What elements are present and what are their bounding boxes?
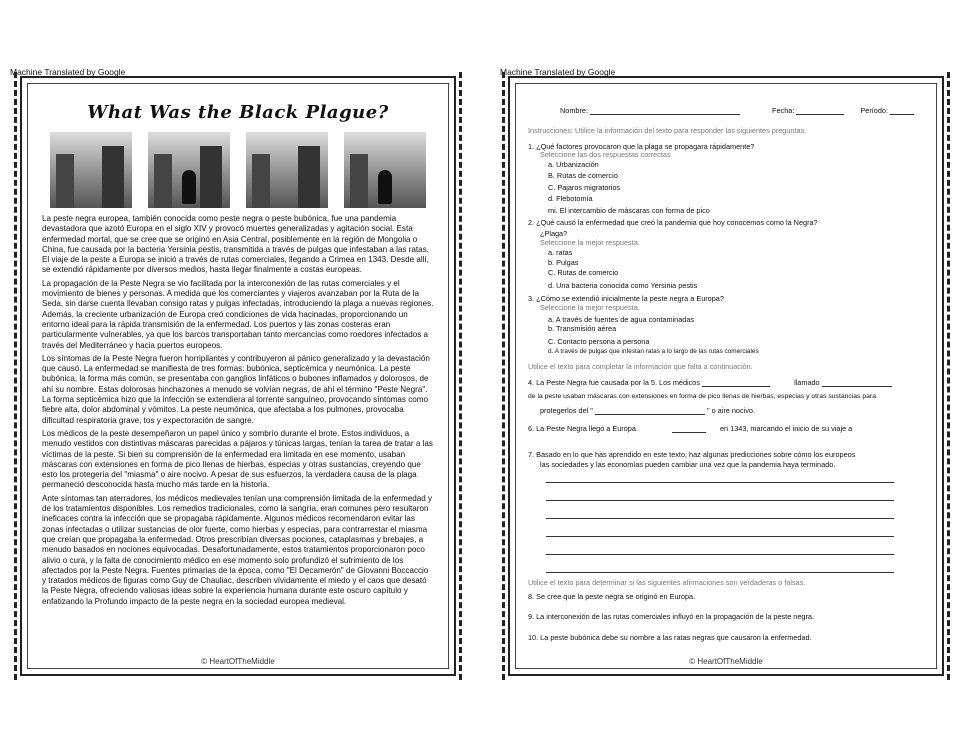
- hint: Seleccione la mejor respuesta.: [540, 238, 640, 247]
- watermark: Machine Translated by Google: [500, 67, 616, 77]
- question-1: 1. ¿Qué factores provocaron que la plaga se propagara rápidamente?: [528, 142, 755, 151]
- footer-credit: © HeartOfTheMiddle: [201, 657, 275, 666]
- footer-credit: © HeartOfTheMiddle: [689, 657, 763, 666]
- paragraph: Los síntomas de la Peste Negra fueron horripilantes y contribuyeron al pánico generalizado y la devastación que causó. La enfermedad se manifiesta de tres formas: bubónica, septicémica y neumónica. La peste bubónica, la forma más común, se presentaba con ganglios linfáticos o bubones inflamados y dolorosos, de ahí su nombre. Estas dolorosas hinchazones a menudo se volvían negras, de ahí el término "Peste Negra". La forma septicémica hizo que la infección se extendiera al torrente sanguíneo, provocando síntomas como fiebre alta, dolor abdominal y vómitos. La peste neumónica, que afectaba a los pulmones, provocaba dificultad respiratoria grave, tos y expectoración de sangre.: [42, 353, 430, 425]
- watermark: Machine Translated by Google: [10, 67, 126, 77]
- question-2: 2. ¿Qué causó la enfermedad que creó la pandemia que hoy conocemos como la Negra?: [528, 218, 818, 227]
- question-6-text: en 1343, marcando el inicio de su viaje a: [720, 424, 853, 433]
- question-3: 3. ¿Cómo se extendió inicialmente la peste negra a Europa?: [528, 294, 724, 303]
- question-5-cont: de la peste usaban máscaras con extensiones en forma de pico llenas de hierbas, especias y otras sustancias para: [528, 393, 876, 400]
- name-label: Nombre:: [560, 106, 588, 115]
- plague-doctor-crows-image: [344, 132, 426, 208]
- answer-blank[interactable]: [595, 414, 705, 415]
- worksheet-page: [508, 76, 944, 676]
- option[interactable]: b. Transmisión aérea: [548, 324, 617, 333]
- question-6-text: 6. La Peste Negra llegó a Europa.: [528, 424, 638, 433]
- question-7: 7. Basado en lo que has aprendido en este texto, haz algunas predicciones sobre cómo los europeos: [528, 450, 856, 459]
- hint: Seleccione las dos respuestas correctas: [540, 150, 671, 159]
- option[interactable]: a. ratas: [548, 248, 573, 257]
- answer-blank[interactable]: [702, 386, 770, 387]
- writing-line[interactable]: [546, 554, 894, 555]
- instructions: Utilice el texto para completar la información que falta a continuación.: [528, 362, 753, 371]
- date-label: Fecha:: [772, 106, 795, 115]
- writing-line[interactable]: [546, 518, 894, 519]
- option[interactable]: C. Contacto persona a persona: [548, 337, 650, 346]
- option[interactable]: d. A través de pulgas que infestan ratas a lo largo de las rutas comerciales: [548, 348, 759, 355]
- period-label: Período:: [860, 106, 889, 115]
- paragraph: La propagación de la Peste Negra se vio facilitada por la interconexión de las rutas comerciales y el movimiento de bienes y personas. A medida que los comerciantes y viajeros avanzaban por la Ruta de la Seda, sin darse cuenta llevaban consigo ratas y pulgas infectadas, introduciendo la plaga a nuevas regiones. Además, la creciente urbanización de Europa creó condiciones de vida hacinadas, proporcionando un entorno ideal para la rápida transmisión de la enfermedad. Los puertos y las zonas costeras eran particularmente vulnerables, ya que los barcos transportaban tanto mercancías como roedores infectados a través del Mediterráneo y hacia puertos europeos.: [42, 278, 434, 350]
- period-field[interactable]: [890, 114, 914, 115]
- answer-blank[interactable]: [672, 432, 706, 433]
- option[interactable]: mi. El intercambio de máscaras con forma de pico: [548, 206, 710, 215]
- question-5-end: [540, 406, 755, 415]
- paragraph: Ante síntomas tan aterradores, los médicos medievales tenían una comprensión limitada de la enfermedad y de los tratamientos disponibles. Los remedios tradicionales, como la sangría, eran comunes pero resultaron ineficaces contra la infección que se propagaba rápidamente. Algunos médicos recomendaron evitar las zonas infectadas o utilizar sustancias de olor fuerte, como hierbas y especias, para contrarrestar el miasma que creían que propagaba la enfermedad. Otros prescribían diversas pociones, cataplasmas y brebajes, a menudo basados en nociones equivocadas. Desafortunadamente, estos tratamientos proporcionaron poco alivio o cura, y la falta de conocimiento médico en ese momento solo profundizó el sufrimiento de los afectados por la Peste Negra. Fuentes primarias de la época, como "El Decamerón" de Giovanni Boccaccio y tratados médicos de figuras como Guy de Chauliac, describen vívidamente el miedo y el caos que desató la Peste Negra, ofreciendo valiosas ideas sobre la experiencia humana durante este oscuro capítulo y enfatizando la Profundo impacto de la peste negra en la sociedad europea medieval.: [42, 493, 433, 606]
- instructions: Utilice el texto para determinar si las siguientes afirmaciones son verdaderas o falsas.: [528, 578, 806, 587]
- option[interactable]: C. Rutas de comercio: [548, 268, 619, 277]
- question-4-text: 4. La Peste Negra fue causada por la 5. Los médicos: [528, 378, 700, 387]
- option[interactable]: a. A través de fuentes de agua contaminadas: [548, 315, 695, 324]
- writing-line[interactable]: [546, 482, 894, 483]
- option[interactable]: b. Pulgas: [548, 258, 579, 267]
- reading-page: [20, 76, 456, 676]
- question-6: [528, 424, 852, 433]
- header-row: [560, 106, 914, 115]
- question-9: 9. La interconexión de las rutas comerciales influyó en la propagación de la peste negra.: [528, 612, 814, 621]
- answer-blank[interactable]: [822, 386, 892, 387]
- question-5-text: llamado: [794, 378, 820, 387]
- option[interactable]: d. Flebotomía: [548, 194, 593, 203]
- question-2-cont: ¿Plaga?: [540, 229, 568, 238]
- page-title: What Was the Black Plague?: [87, 102, 389, 123]
- paragraph: Los médicos de la peste desempeñaron un papel único y sombrío durante el brote. Estos individuos, a menudo vestidos con distintivas máscaras parecidas a pájaros y túnicas largas, tenían la tarea de tratar a las víctimas de la peste. Si bien su comprensión de la enfermedad era limitada en ese momento, usaban máscaras con extensiones en forma de pico llenas de hierbas, especias y otras sustancias, creyendo que esto los protegería del "miasma" o aire nocivo. A pesar de sus esfuerzos, la verdadera causa de la plaga permaneció desconocida hasta mucho más tarde en la historia.: [42, 428, 433, 490]
- writing-line[interactable]: [546, 572, 894, 573]
- option[interactable]: a. Urbanización: [548, 160, 599, 169]
- writing-line[interactable]: [546, 536, 894, 537]
- plague-doctor-image: [148, 132, 230, 208]
- illustration-strip: [50, 132, 426, 208]
- paragraph: La peste negra europea, también conocida como peste negra o peste bubónica, fue una pandemia devastadora que azotó Europa en el siglo XIV y provocó muertes generalizadas y agitación social. Esta enfermedad mortal, que se cree que se originó en Asia Central, posiblemente en la región de Mongolia o China, fue causada por la bacteria Yersinia pestis, transmitida a través de pulgas que infestaban a las ratas. El viaje de la peste a Europa se inició a través de rutas comerciales, llegando a Crimea en 1343. Desde allí, se extendió rápidamente por diversos medios, hasta llegar finalmente a costas europeas.: [42, 214, 429, 275]
- writing-line[interactable]: [546, 500, 894, 501]
- canal-image: [50, 132, 132, 208]
- name-field[interactable]: [590, 114, 740, 115]
- date-field[interactable]: [796, 114, 844, 115]
- question-7-cont: las sociedades y las economías pueden cambiar una vez que la pandemia haya terminado.: [540, 460, 836, 469]
- hint: Seleccione la mejor respuesta.: [540, 303, 640, 312]
- instructions: Instrucciones: Utilice la información del texto para responder las siguientes preguntas.: [528, 126, 807, 135]
- option[interactable]: C. Pajaros migratorios: [548, 183, 621, 192]
- medieval-street-image: [246, 132, 328, 208]
- question-5-text: protegerlos del ": [540, 406, 593, 415]
- option[interactable]: d. Una bacteria conocida como Yersinia pestis: [548, 281, 698, 290]
- question-4: [528, 378, 892, 387]
- article-text: [42, 214, 434, 610]
- question-5-text: " o aire nocivo.: [706, 406, 755, 415]
- option[interactable]: B. Rutas de comercio: [548, 171, 618, 180]
- question-8: 8. Se cree que la peste negra se originó en Europa.: [528, 592, 696, 601]
- question-10: 10. La peste bubónica debe su nombre a las ratas negras que causaron la enfermedad.: [528, 633, 812, 642]
